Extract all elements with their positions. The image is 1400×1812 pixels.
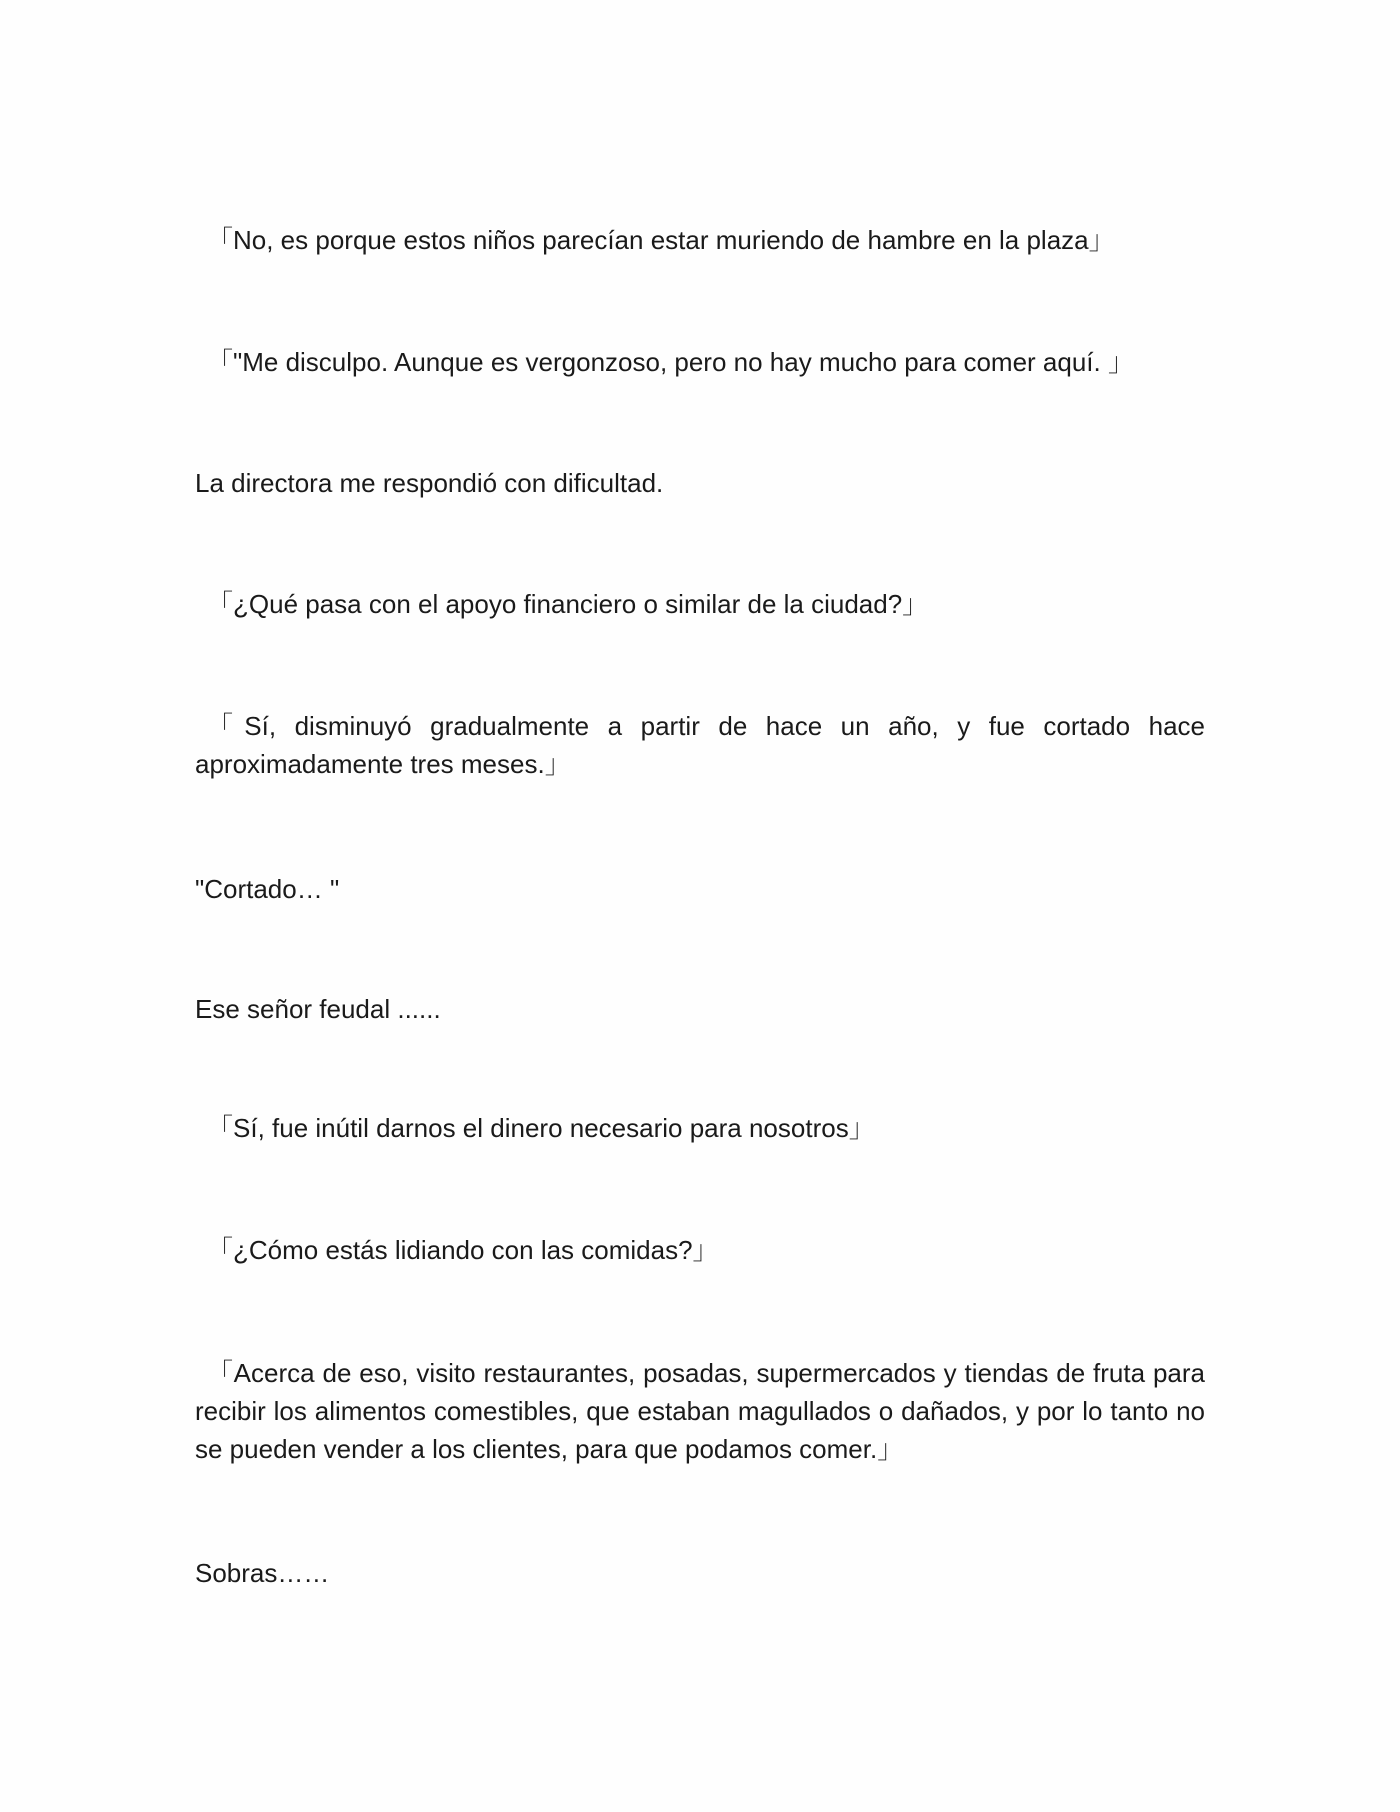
paragraph: 「Sí, disminuyó gradualmente a partir de hace un año, y fue cortado hace aproximadamente tres meses.」 bbox=[195, 711, 1205, 779]
paragraph: "Cortado… " bbox=[195, 874, 340, 904]
paragraph: Ese señor feudal ...... bbox=[195, 994, 441, 1024]
paragraph: 「"Me disculpo. Aunque es vergonzoso, pero no hay mucho para comer aquí. 」 bbox=[207, 347, 1134, 377]
paragraph: 「Acerca de eso, visito restaurantes, posadas, supermercados y tiendas de fruta para recibir los alimentos comestibles, que estaban magullados o dañados, y por lo tanto no se pueden vender a los clientes, para que podamos comer.」 bbox=[195, 1358, 1205, 1464]
paragraph: 「No, es porque estos niños parecían estar muriendo de hambre en la plaza」 bbox=[207, 225, 1115, 255]
paragraph: 「¿Cómo estás lidiando con las comidas?」 bbox=[207, 1235, 719, 1265]
paragraph: 「¿Qué pasa con el apoyo financiero o similar de la ciudad?」 bbox=[207, 589, 929, 619]
paragraph: 「Sí, fue inútil darnos el dinero necesario para nosotros」 bbox=[207, 1113, 875, 1143]
paragraph: Sobras…… bbox=[195, 1558, 330, 1588]
paragraph: La directora me respondió con dificultad. bbox=[195, 468, 664, 498]
